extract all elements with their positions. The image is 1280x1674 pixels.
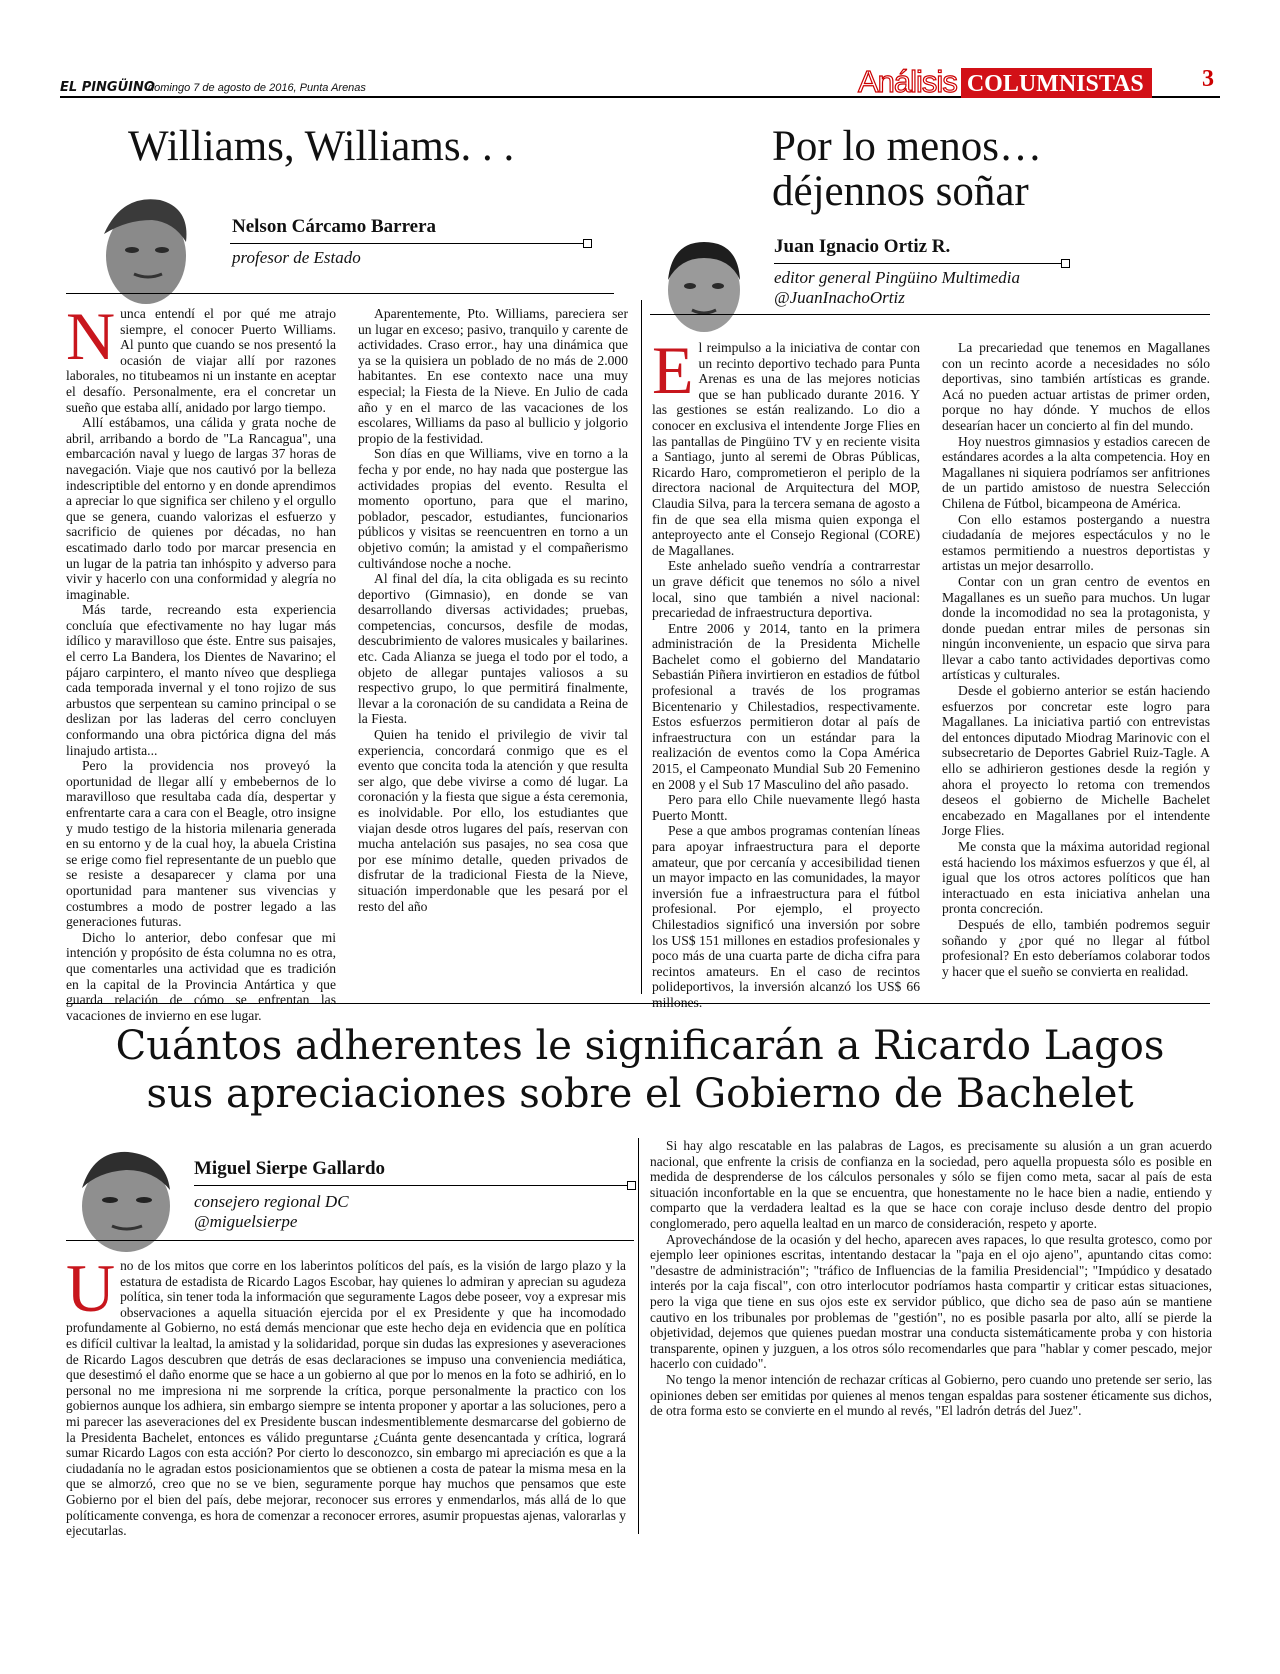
article2-handle: @JuanInachoOrtiz [774,288,905,307]
article2-column-2 [942,340,1210,996]
article3-paragraph: Aprovechándose de la ocasión y del hecho, aparecen aves rapaces, lo que resulta grotesco, como por ejemplo leer opiniones escritas, intentando destacar la "paja en el ojo ajeno", apuntando citas como: "desastre de administración"; "tráfico de Influencias de la familia Presidencial"; "Impúdico y desatado interés por la caja fiscal", con otro interlocutor podríamos hasta compartir y criticar estas situaciones, pero la viga que tiene en sus ojos este ex servidor público, que dicho sea de paso aún se mantiene cautivo en los tribunales por problemas de "gestión", no es posible pasarla por alto, allí se pierde la objetividad, dejemos que quienes puedan mostrar una conducta sistemáticamente proba y con historia transparente, opinen y juzguen, a los otros sólo recomendarles que para "hablar y comer pescado, mejor hacerlo con cuidado". [650,1231,1212,1372]
article3-column-divider [638,1138,639,1534]
article3-byline-rule [194,1185,630,1186]
article1-role: profesor de Estado [232,248,361,267]
newspaper-name: EL PINGÜINO [60,80,155,95]
article1-author: Nelson Cárcamo Barrera [232,216,437,237]
article2-paragraph: Hoy nuestros gimnasios y estadios carecen de estándares acordes a la alta competencia. Hoy en Magallanes ni siquiera podríamos ser anfitriones de un partido amistoso de nuestra Selección Chilena de Fútbol, bicampeona de América. [942,433,1210,511]
page-number: 3 [1202,66,1214,92]
article2-top-rule [650,314,1210,315]
section-analisis: Análisis [858,64,957,99]
article1-top-rule [66,293,614,294]
article1-title: Williams, Williams. . . [128,123,515,170]
column-divider [641,300,642,994]
article3-top-rule [66,1240,634,1241]
article2-title [772,124,1042,214]
section-banner [858,64,1214,99]
article3-handle: @miguelsierpe [194,1212,298,1231]
article2-byline-rule [774,263,1064,264]
author-photo-ortiz [650,228,758,328]
section-divider [66,1003,1210,1004]
article3-title-line1: Cuántos adherentes le significarán a Ricardo Lagos [115,1023,1165,1069]
article3-role-line1: consejero regional DC [194,1192,349,1211]
article2-paragraph: Desde el gobierno anterior se están haciendo esfuerzos por concretar este logro para Magallanes. La iniciativa partió con entrevistas del entonces diputado Miodrag Marinovic con el subsecretario de Deportes Gabriel Ruiz-Tagle. A ello se adhirieron gestiones desde la región y ahora el proyecto lo retoma con tremendos deseos el gobierno de Michelle Bachelet encabezado en Magallanes por el intendente Jorge Flies. [942,683,1210,839]
article1-paragraph: Allí estábamos, una cálida y grata noche de abril, arribando a bordo de "La Rancagua", una embarcación naval y luego de largas 37 horas de navegación. Viaje que nos cautivó por la belleza indescriptible del entorno y en donde aprendimos a apreciar lo que significa ser chileno y el orgullo que se genera, cuando valorizas el esfuerzo y sacrificio de quienes por décadas, no han escatimado darlo todo por marcar presencia en un lugar de la patria tan inhóspito y adverso para vivir y hacerlo con una conformidad y alegría no imaginable. [66,415,336,602]
article1-byline-rule [230,243,586,244]
article1-paragraph: Aparentemente, Pto. Williams, pareciera ser un lugar en exceso; pasivo, tranquilo y carente de actividades. Craso error., hay una dinámica que ya se la quisiera un poblado de no más de 2.000 habitantes. En ese contexto nace una muy especial; la Fiesta de la Nieve. En Julio de cada año y en el marco de las vacaciones de los escolares, Williams da paso al bullicio y jolgorio propio de la festividad. [358,306,628,446]
article2-paragraph: Pese a que ambos programas contenían líneas para apoyar infraestructura para el deporte amateur, que por cercanía y accesibilidad tienen un mayor impacto en las comunidades, la mayor inversión fue a infraestructura para el fútbol profesional. Por ejemplo, el proyecto Chilestadios significó una inversión por sobre los US$ 151 millones en estadios profesionales y poco más de una cuarta parte de dicha cifra para recintos amateurs. En el caso de recintos polideportivos, la inversión alcanzó los US$ 66 millones. [652,823,920,1010]
article2-title-line1: Por lo menos… [772,123,1042,170]
article2-paragraph: Pero para ello Chile nuevamente llegó hasta Puerto Montt. [652,792,920,823]
article2-author: Juan Ignacio Ortiz R. [774,236,951,257]
article2-role-line1: editor general Pingüino Multimedia [774,268,1020,287]
article3-column-1 [66,1250,626,1539]
article3-drop-cap: U [66,1250,116,1326]
article3-title [40,1022,1240,1118]
article2-column-1 [652,332,920,1010]
article2-paragraph: Entre 2006 y 2014, tanto en la primera administración de la Presidenta Michelle Bachelet como el gobierno del Mandatario Sebastián Piñera invirtieron en estadios de fútbol profesional a través de los programas Bicentenario y Chilestadios, respectivamente. Estos esfuerzos permitieron dotar al país de infraestructura con un estándar para la realización de eventos como la Copa América 2015, el Campeonato Mundial Sub 20 Femenino en 2008 y el Sub 17 Masculino del año pasado. [652,620,920,792]
article2-title-line2: déjennos soñar [772,168,1029,216]
dateline: domingo 7 de agosto de 2016, Punta Arenas [148,82,366,94]
article1-paragraph: Dicho lo anterior, debo confesar que mi intención y propósito de ésta columna no es otra, que comentarles una actividad que es tradición en la capital de la Provincia Antártica y que guarda relación de cómo se enfrentan las vacaciones de invierno en ese lugar. [66,929,336,1023]
article1-paragraph: Más tarde, recreando esta experiencia concluía que efectivamente no hay lugar más idílico y maravilloso que éste. Entre sus paisajes, el cerro La Bandera, los Dientes de Navarino; el pájaro carpintero, el manto níveo que despliega cada temporada invernal y el tono rojizo de sus arbustos que serpentean su camino principal o se deslizan por las laderas del cerro concluyen conformando una obra pictórica digna del más linajudo artista... [66,602,336,758]
article2-paragraph: Este anhelado sueño vendría a contrarrestar un grave déficit que tenemos no sólo a nivel local, sino que también a nivel nacional: precariedad de infraestructura deportiva. [652,558,920,621]
article2-paragraph: Contar con un gran centro de eventos en Magallanes es un sueño para muchos. Un lugar donde la incomodidad no sea la protagonista, y donde puedan entrar miles de personas sin ningún inconveniente, un espacio que sirva para llevar a cabo tanto actividades deportivas como artísticas y culturales. [942,573,1210,683]
article1-column-2 [358,306,628,996]
article1-paragraph: Pero la providencia nos proveyó la oportunidad de llegar allí y embebernos de lo maravilloso que resultaba cada día, despertar y enfrentarte cara a cara con el Beagle, otro insigne y mudo testigo de la historia milenaria generada en su entorno y de la cual hoy, la abuela Cristina se erige como fiel representante de un pueblo que se resiste a desaparecer y clama por una oportunidad para mantener sus vivencias y costumbres a modo de postrer legado a las generaciones futuras. [66,758,336,930]
article1-column-1 [66,298,336,1023]
article2-paragraph: Con ello estamos postergando a nuestra ciudadanía de mejores espectáculos y no le estamos permitiendo a nuestros deportistas y artistas un mejor desarrollo. [942,511,1210,574]
article2-paragraph: La precariedad que tenemos en Magallanes con un recinto acorde a necesidades no sólo deportivas, sino también artísticas es grande. Acá no pueden actuar artistas de primer orden, porque no hay dónde. Y muchos de ellos desearían hacer un concierto al fin del mundo. [942,340,1210,433]
article3-author: Miguel Sierpe Gallardo [194,1158,386,1179]
author-photo-sierpe [66,1142,184,1240]
article2-drop-cap: E [652,332,694,408]
article3-paragraph: no de los mitos que corre en los laberintos políticos del país, es la visión de largo plazo y la estatura de estadista de Ricardo Lagos Escobar, hay quienes lo admiran y aprecian su agudeza política, sin tener toda la información que seguramente Lagos debe poseer, voy a expresar mis observaciones a aquella situación ejercida por el ex Presidente y que ha incomodado profundamente al Gobierno, no está demás mencionar que este hecho deja en evidencia que en política es difícil cultivar la lealtad, la amistad y la solidaridad, porque sin dudas las expresiones y aseveraciones de Ricardo Lagos descubren que detrás de esas declaraciones se impuso una conveniencia mediática, que desestimó el daño enorme que se hace a un gobierno al que por lo menos en la foto se adhirió, en lo personal no me impresiona ni me sorprende la crítica, porque personalmente la practico con los gobiernos aunque los adhiera, sin embargo siempre se intenta proponer y aportar a las soluciones, pero a mi parecer las aseveraciones del ex Presidente buscan indesmentiblemente desmarcarse del gobierno de la Presidenta Bachelet, entonces es válido preguntarse ¿Cuánta gente desencantada y crítica, logrará sumar Ricardo Lagos con esta acción? Por cierto lo desconozco, sin embargo mi apreciación es que a la ciudadanía no le agradan estos posicionamientos que se obtienen a costa de patear la misma mesa en la que se almorzó, creo que no se ve bien, seguramente porque hay muchos que pensamos que este Gobierno por el bien del país, debe mejorar, reconocer sus errores y enmendarlos, más allá de lo que políticamente convenga, es hora de comenzar a reconocer errores, asumir propuestas ajenas, valorarlas y ejecutarlas. [66,1258,626,1539]
article3-title-line2: sus apreciaciones sobre el Gobierno de Bachelet [146,1071,1134,1117]
article3-paragraph: Si hay algo rescatable en las palabras de Lagos, es precisamente su alusión a un gran acuerdo nacional, que enfrente la crisis de confianza en la sociedad, pero aquella propuesta sólo es posible en medida de desprenderse de los cálculos personales y sólo se fijen como meta, sacar al país de esta situación inconfortable en la que se encuentra, que honestamente no le hace bien a nadie, entiendo y comparto que la verdadera lealtad es la que se hace con coraje incluso desde dentro del propio conglomerado, pero aquella lealtad en un marco de consideración, respeto y aporte. [650,1138,1212,1231]
article3-paragraph: No tengo la menor intención de rechazar críticas al Gobierno, pero cuando uno pretende ser serio, las opiniones deben ser emitidas por quienes al menos tengan espaldas para sostener éticamente sus dichos, de otra forma esto se convierte en el mundo al revés, "El ladrón detrás del Juez". [650,1371,1212,1419]
article1-paragraph: unca entendí el por qué me atrajo siempre, el conocer Puerto Williams. Al punto que cuando se nos presentó la ocasión de viajar allí por razones laborales, no titubeamos ni un instante en aceptar el desafío. Personalmente, era el concretar un sueño que estaba allí, anidado por largo tiempo. [66,306,336,415]
article3-column-2 [650,1138,1212,1534]
article3-role [194,1192,349,1232]
article1-paragraph: Al final del día, la cita obligada es su recinto deportivo (Gimnasio), en donde se van desarrollando diversas actividades; pruebas, competencias, concursos, desfile de modas, descubrimiento de valores musicales y bailarines. etc. Cada Alianza se juega el todo por el todo, a objeto de allegar puntajes valiosos a su respectivo grupo, lo que permitirá finalmente, llevar a la coronación de su candidata a Reina de la Fiesta. [358,571,628,727]
article2-paragraph: l reimpulso a la iniciativa de contar con un recinto deportivo techado para Punta Arenas es una de las mejores noticias que se han publicado durante 2016. Y las gestiones se están realizando. Lo dio a conocer en exclusiva el intendente Jorge Flies en las pantallas de Pingüino TV y en reciente visita a Santiago, junto al seremi de Obras Públicas, Ricardo Haro, comprometieron el periplo de la directora nacional de Arquitectura del MOP, Claudia Silva, para la tercera semana de agosto a fin de que sea ella misma quien exponga el anteproyecto ante el Consejo Regional (CORE) de Magallanes. [652,340,920,558]
article2-paragraph: Me consta que la máxima autoridad regional está haciendo los máximos esfuerzos y que él, al igual que los otros actores políticos que han interactuado en esta iniciativa anhelan una pronta concreción. [942,839,1210,917]
article2-paragraph: Después de ello, también podremos seguir soñando y ¿por qué no llegar al fútbol profesional? En esto deberíamos colaborar todos y hacer que el sueño se convierta en realidad. [942,916,1210,979]
author-photo-carcamo [82,186,200,290]
article1-drop-cap: N [66,298,116,374]
article1-paragraph: Quien ha tenido el privilegio de vivir tal experiencia, concordará conmigo que es el evento que concita toda la atención y que resulta ser algo, que debe vivirse a como dé lugar. La coronación y la fiesta que sigue a ésta ceremonia, es inolvidable. Por ello, los estudiantes que viajan desde otros lugares del país, reservan con mucha antelación sus pasajes, no sea cosa que por ese mínimo detalle, queden privados de disfrutar de la tradicional Fiesta de la Nieve, situación imperdonable que les pesará por el resto del año [358,727,628,914]
article2-role [774,268,1020,308]
section-columnistas: COLUMNISTAS [961,68,1152,98]
article1-paragraph: Son días en que Williams, vive en torno a la fecha y por ende, no hay nada que postergue las actividades propias del evento. Resulta el momento oportuno, para que el marino, poblador, pescador, estudiantes, funcionarios públicos y visitas se reencuentren en torno a un objetivo común; la amistad y el compañerismo cultivándose noche a noche. [358,446,628,571]
